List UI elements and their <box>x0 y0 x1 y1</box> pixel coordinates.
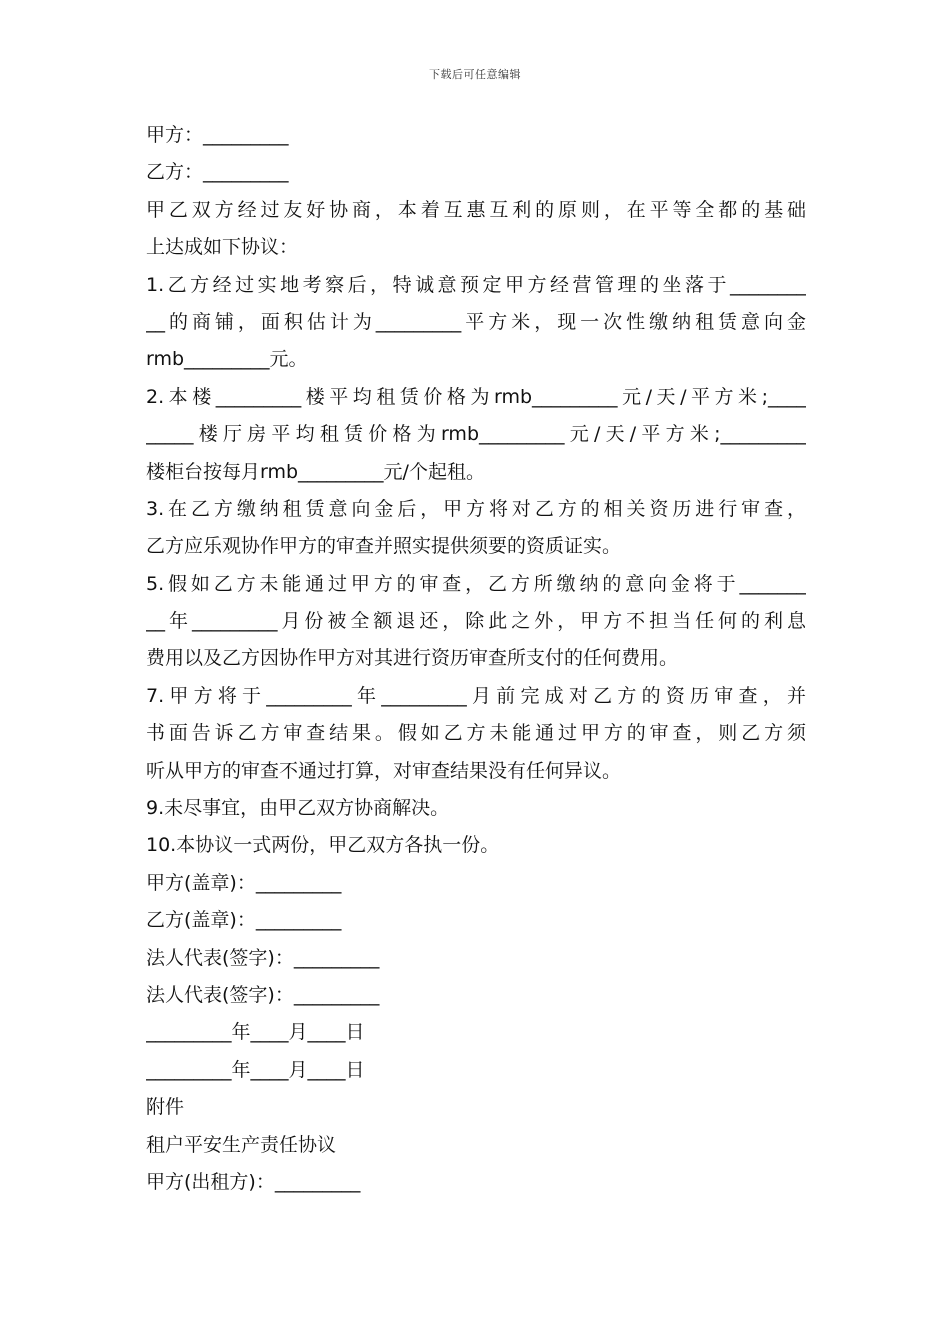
clause-3-line: 乙方应乐观协作甲方的审查并照实提供须要的资质证实。 <box>146 535 622 558</box>
intro-paragraph-line: 上达成如下协议： <box>146 236 299 259</box>
party-b-seal-line: 乙方(盖章)：_________ <box>146 909 342 932</box>
page-header-note: 下载后可任意编辑 <box>429 68 521 81</box>
clause-2-line: _____楼厅房平均租赁价格为rmb_________元/天/平方米;_________ <box>146 423 806 446</box>
party-a-line: 甲方：_________ <box>146 124 289 146</box>
date-line: _________年____月____日 <box>146 1058 365 1081</box>
clause-7-line: 7.甲方将于_________年_________月前完成对乙方的资历审查，并 <box>146 684 806 707</box>
lessor-line: 甲方(出租方)：_________ <box>146 1170 361 1193</box>
clause-7-line: 听从甲方的审查不通过打算，对审查结果没有任何异议。 <box>146 759 622 782</box>
document-body <box>146 117 806 1201</box>
clause-10-line: 10.本协议一式两份，甲乙双方各执一份。 <box>146 834 500 857</box>
clause-1-line: __的商铺，面积估计为_________平方米，现一次性缴纳租赁意向金 <box>146 310 806 333</box>
party-b-line: 乙方：_________ <box>146 161 289 184</box>
attachment-label: 附件 <box>146 1096 185 1119</box>
clause-3-line: 3.在乙方缴纳租赁意向金后，甲方将对乙方的相关资历进行审查， <box>146 497 806 520</box>
party-a-seal-line: 甲方(盖章)：_________ <box>146 871 342 894</box>
clause-7-line: 书面告诉乙方审查结果。假如乙方未能通过甲方的审查，则乙方须 <box>146 722 806 745</box>
clause-1-line: 1.乙方经过实地考察后，特诚意预定甲方经营管理的坐落于________ <box>146 273 806 296</box>
clause-2-line: 楼柜台按每月rmb_________元/个起租。 <box>146 460 485 483</box>
legal-rep-signature-line: 法人代表(签字)：_________ <box>146 983 380 1006</box>
clause-2-line: 2.本楼_________楼平均租赁价格为rmb_________元/天/平方米;____ <box>146 385 806 408</box>
clause-9-line: 9.未尽事宜，由甲乙双方协商解决。 <box>146 797 450 820</box>
clause-5-line: 费用以及乙方因协作甲方对其进行资历审查所支付的任何费用。 <box>146 647 679 670</box>
clause-5-line: 5.假如乙方未能通过甲方的审查，乙方所缴纳的意向金将于_______ <box>146 572 806 595</box>
date-line: _________年____月____日 <box>146 1021 365 1044</box>
attachment-title: 租户平安生产责任协议 <box>146 1133 337 1156</box>
intro-paragraph-line: 甲乙双方经过友好协商，本着互惠互利的原则，在平等全都的基础 <box>146 198 806 221</box>
clause-1-line: rmb_________元。 <box>146 348 308 371</box>
legal-rep-signature-line: 法人代表(签字)：_________ <box>146 946 380 969</box>
clause-5-line: __年_________月份被全额退还，除此之外，甲方不担当任何的利息 <box>146 610 806 633</box>
